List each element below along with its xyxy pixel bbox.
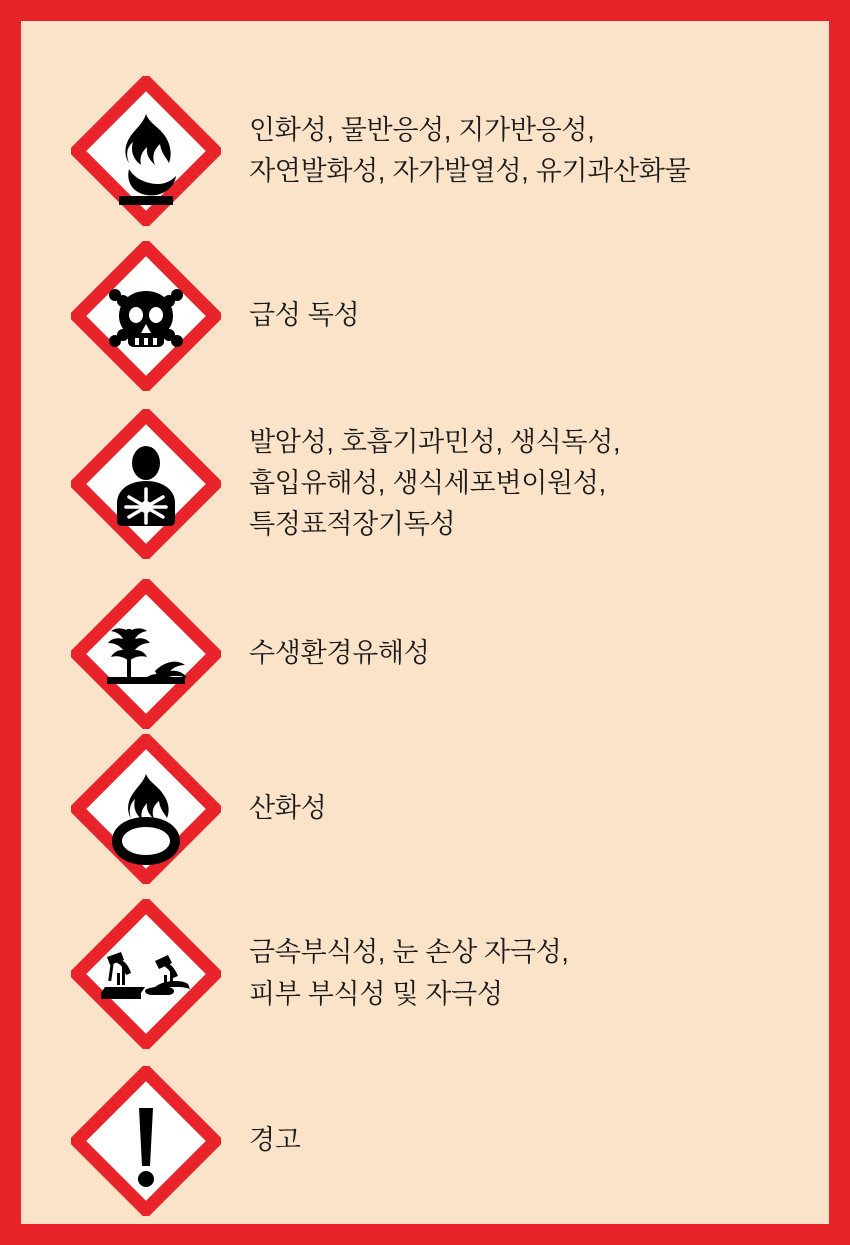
pictogram-cell bbox=[51, 1066, 241, 1216]
table-row bbox=[51, 576, 799, 731]
label-cell bbox=[241, 422, 799, 545]
table-row bbox=[51, 886, 799, 1061]
hazard-label-line: 피부 부식성 및 자극성 bbox=[249, 978, 503, 1009]
label-cell bbox=[241, 110, 799, 192]
ghs-skull-and-crossbones-icon bbox=[71, 241, 221, 391]
hazard-label-line: 자연발화성, 자가발열성, 유기과산화물 bbox=[249, 156, 691, 186]
label-cell bbox=[241, 1120, 799, 1161]
hazard-label-line: 급성 독성 bbox=[249, 300, 360, 331]
hazard-label-line: 수생환경유해성 bbox=[249, 637, 430, 668]
hazard-label-line: 인화성, 물반응성, 지가반응성, bbox=[249, 114, 595, 145]
pictogram-cell bbox=[51, 734, 241, 884]
ghs-oxidizer-icon bbox=[71, 734, 221, 884]
pictogram-row-list bbox=[51, 61, 799, 1221]
label-cell bbox=[241, 295, 799, 336]
ghs-health-hazard-icon bbox=[71, 409, 221, 559]
poster-inner-panel bbox=[18, 18, 832, 1227]
ghs-flame-icon bbox=[71, 76, 221, 226]
table-row bbox=[51, 241, 799, 391]
label-cell bbox=[241, 633, 799, 674]
hazard-label-line: 발암성, 호흡기과민성, 생식독성, bbox=[249, 426, 621, 457]
pictogram-cell bbox=[51, 241, 241, 391]
table-row bbox=[51, 61, 799, 241]
label-cell bbox=[241, 788, 799, 829]
pictogram-cell bbox=[51, 409, 241, 559]
ghs-environment-icon bbox=[71, 579, 221, 729]
table-row bbox=[51, 731, 799, 886]
ghs-corrosion-icon bbox=[71, 899, 221, 1049]
label-cell bbox=[241, 932, 799, 1014]
hazard-label-line: 산화성 bbox=[249, 792, 327, 823]
hazard-label-line: 경고 bbox=[249, 1125, 301, 1156]
table-row bbox=[51, 391, 799, 576]
hazard-label-line: 금속부식성, 눈 손상 자극성, bbox=[249, 937, 569, 968]
hazard-label-line: 특정표적장기독성 bbox=[249, 509, 456, 540]
pictogram-cell bbox=[51, 579, 241, 729]
hazard-label-line: 흡입유해성, 생식세포변이원성, bbox=[249, 467, 606, 498]
table-row bbox=[51, 1061, 799, 1221]
ghs-exclamation-mark-icon bbox=[71, 1066, 221, 1216]
pictogram-cell bbox=[51, 899, 241, 1049]
pictogram-cell bbox=[51, 76, 241, 226]
